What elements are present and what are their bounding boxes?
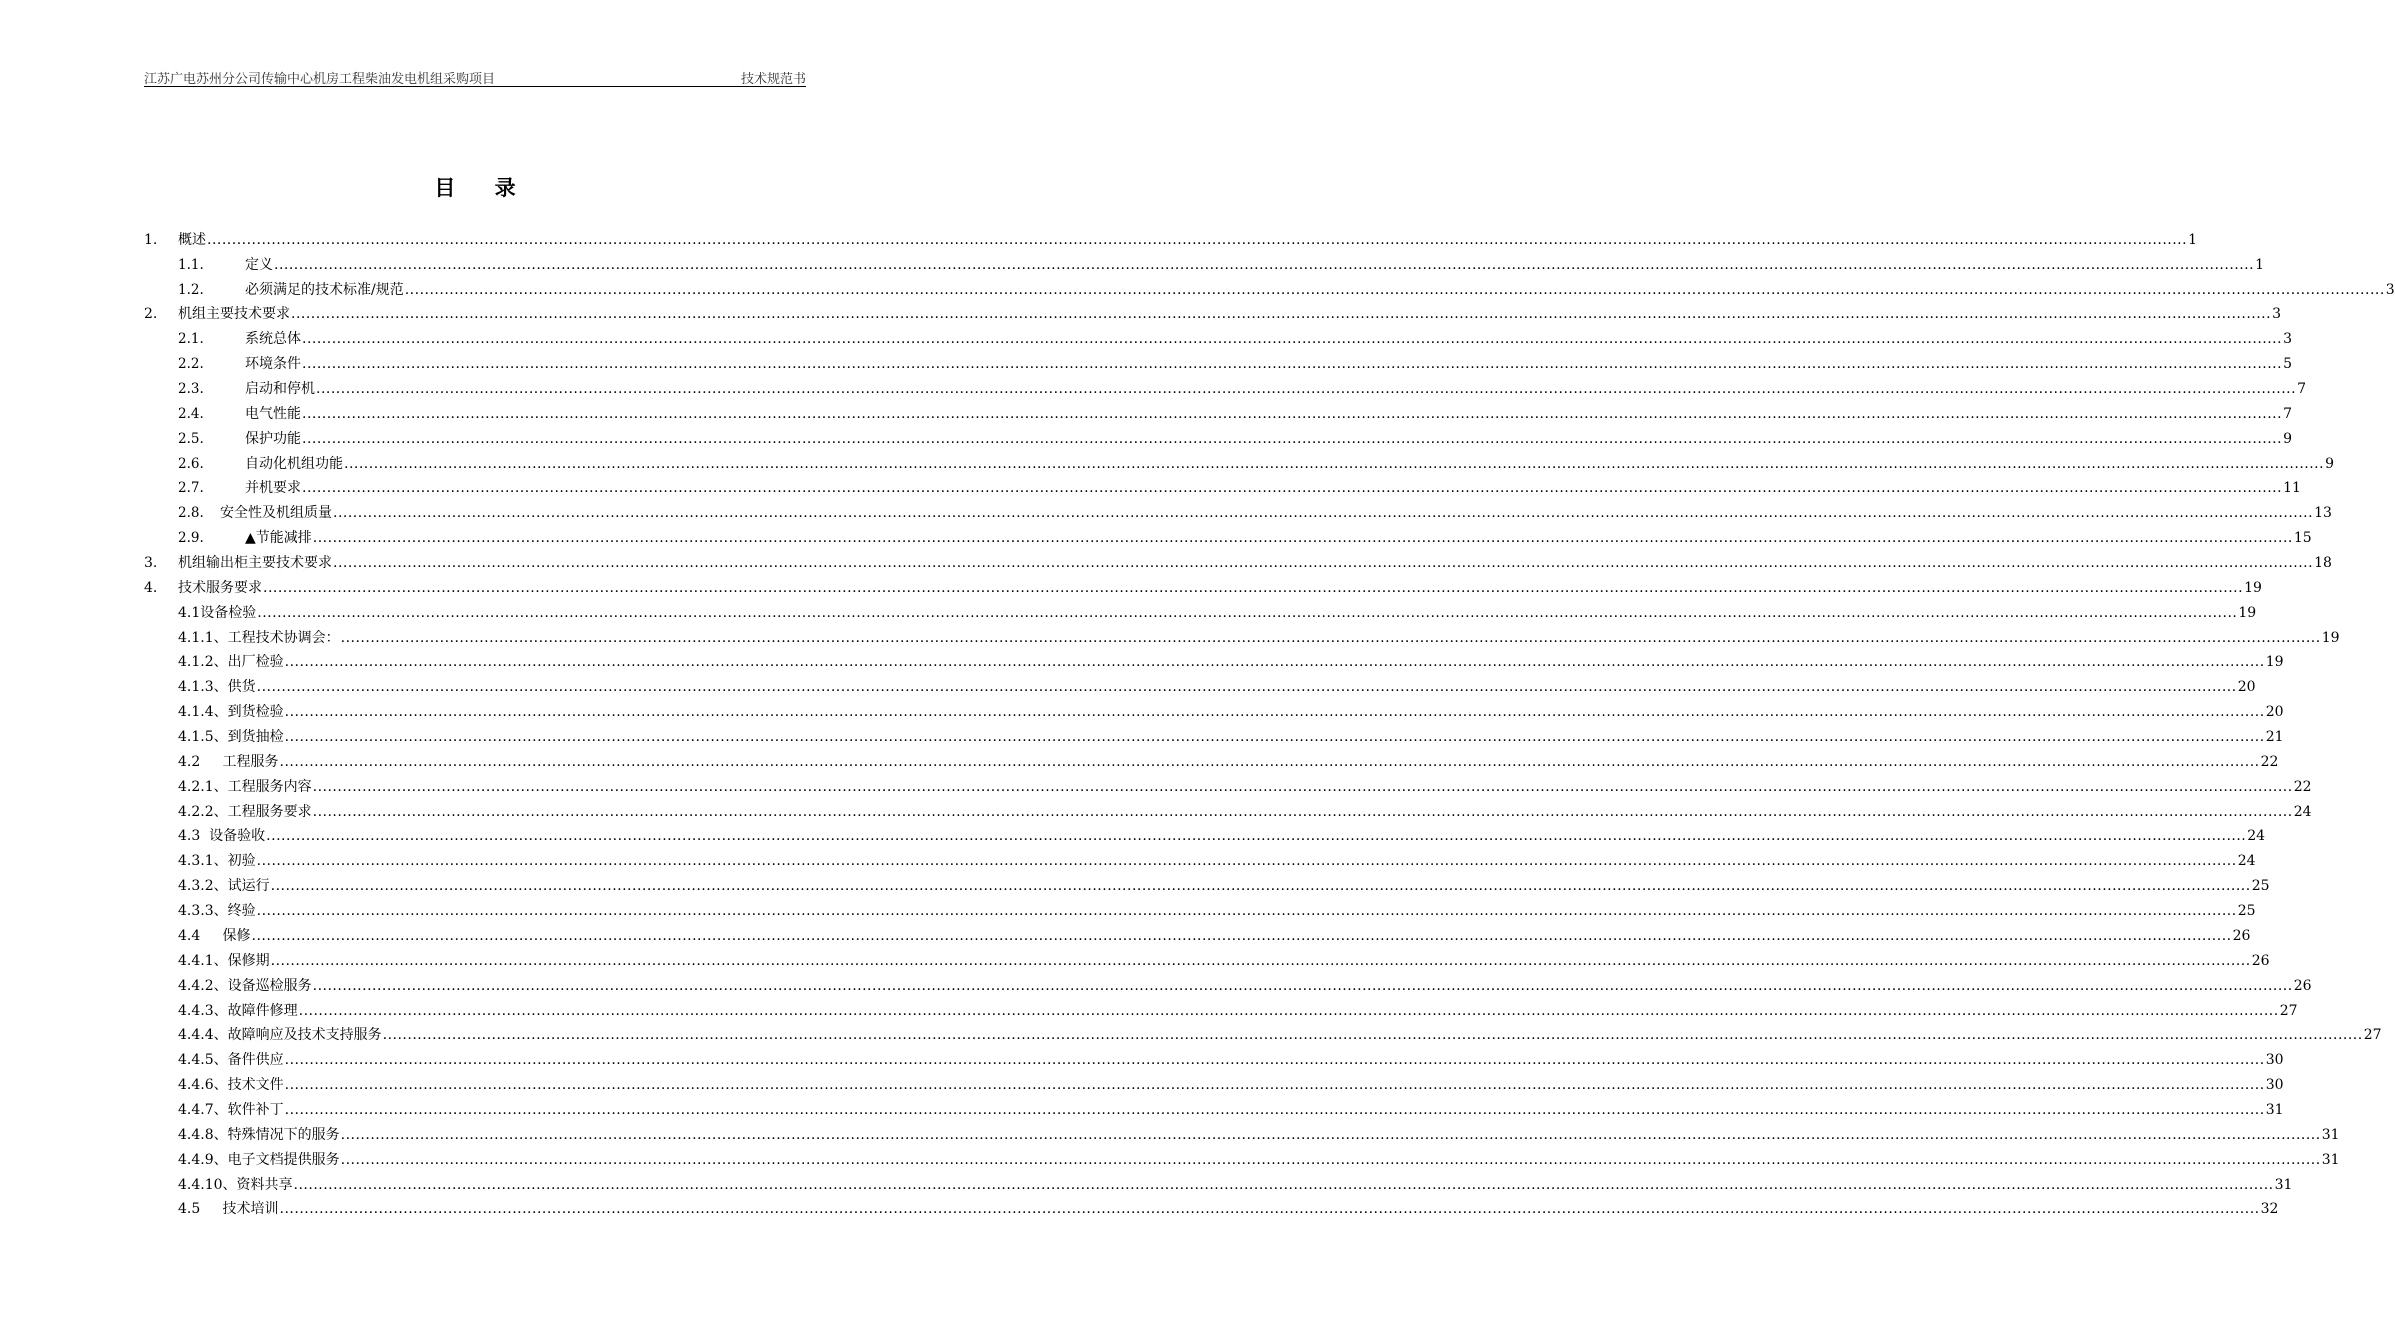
toc-entry-label: 软件补丁 xyxy=(227,1101,284,1118)
toc-entry[interactable] xyxy=(144,1094,2284,1119)
toc-entry[interactable] xyxy=(144,1069,2284,1094)
toc-entry-label: 试运行 xyxy=(227,878,270,895)
header-project-title: 江苏广电苏州分公司传输中心机房工程柴油发电机组采购项目 xyxy=(144,72,496,87)
toc-entry-number: 2.7. xyxy=(178,480,204,497)
toc-entry-page: 21 xyxy=(2265,729,2284,746)
toc-entry[interactable] xyxy=(144,1144,2340,1169)
toc-entry-label: 工程服务内容 xyxy=(227,778,312,795)
toc-entry-number: 3. xyxy=(144,555,158,572)
toc-entry[interactable] xyxy=(144,249,2264,274)
page-header xyxy=(144,64,806,87)
toc-entry-label: 机组主要技术要求 xyxy=(178,306,290,323)
toc-entry-number: 4.1.2、 xyxy=(178,654,228,671)
table-of-contents xyxy=(144,224,2395,1218)
toc-entry-number: 4.4.2、 xyxy=(178,977,228,994)
toc-entry[interactable] xyxy=(144,696,2284,721)
toc-entry[interactable] xyxy=(144,1044,2284,1069)
toc-dot-leader: ................................................................................................................................................................................................................................................................................................................................................................................................................ xyxy=(284,1101,2265,1118)
toc-entry-number: 4.4.7、 xyxy=(178,1101,228,1118)
toc-entry[interactable] xyxy=(144,945,2270,970)
toc-entry-number: 4.3 xyxy=(178,828,201,845)
toc-entry-label: 到货检验 xyxy=(227,704,284,721)
toc-dot-leader: ................................................................................................................................................................................................................................................................................................................................................................................................................ xyxy=(302,405,2283,422)
toc-entry[interactable] xyxy=(144,895,2256,920)
toc-entry[interactable] xyxy=(144,572,2262,597)
toc-entry-page: 3 xyxy=(2283,331,2292,348)
toc-entry-number: 4.2.1、 xyxy=(178,778,228,795)
toc-entry-label: 机组输出柜主要技术要求 xyxy=(178,555,332,572)
toc-dot-leader: ................................................................................................................................................................................................................................................................................................................................................................................................................ xyxy=(333,555,2314,572)
toc-entry-label: 电子文档提供服务 xyxy=(227,1151,340,1168)
toc-entry-page: 3 xyxy=(2385,281,2395,298)
toc-entry-label: 启动和停机 xyxy=(245,381,315,398)
toc-entry-page: 11 xyxy=(2283,480,2301,497)
toc-entry-page: 31 xyxy=(2265,1101,2284,1118)
toc-entry-number: 2.2. xyxy=(178,356,204,373)
toc-entry-page: 9 xyxy=(2325,455,2334,472)
toc-entry-label: 技术服务要求 xyxy=(178,579,262,596)
toc-dot-leader: ................................................................................................................................................................................................................................................................................................................................................................................................................ xyxy=(270,878,2251,895)
toc-dot-leader: ................................................................................................................................................................................................................................................................................................................................................................................................................ xyxy=(312,803,2293,820)
toc-entry-page: 19 xyxy=(2321,629,2340,646)
toc-entry-label: 电气性能 xyxy=(245,405,301,422)
toc-entry-page: 7 xyxy=(2297,381,2306,398)
toc-entry-page: 15 xyxy=(2293,530,2312,547)
toc-dot-leader: ................................................................................................................................................................................................................................................................................................................................................................................................................ xyxy=(279,1201,2260,1218)
toc-entry[interactable] xyxy=(144,870,2270,895)
toc-dot-leader: ................................................................................................................................................................................................................................................................................................................................................................................................................ xyxy=(293,1176,2274,1193)
toc-entry-label: 保护功能 xyxy=(245,430,301,447)
toc-entry-page: 19 xyxy=(2244,579,2262,596)
toc-entry-label: 定义 xyxy=(245,256,273,273)
toc-dot-leader: ................................................................................................................................................................................................................................................................................................................................................................................................................ xyxy=(302,480,2283,497)
toc-entry-number: 4.1.5、 xyxy=(178,729,228,746)
toc-entry-label: 必须满足的技术标准/规范 xyxy=(245,281,404,298)
toc-entry-page: 32 xyxy=(2260,1201,2279,1218)
toc-entry-label: 出厂检验 xyxy=(227,654,284,671)
toc-entry-number: 2.4. xyxy=(178,405,204,422)
toc-entry-label: 技术培训 xyxy=(200,1201,279,1218)
toc-dot-leader: ................................................................................................................................................................................................................................................................................................................................................................................................................ xyxy=(340,1126,2321,1143)
toc-entry[interactable] xyxy=(144,920,2251,945)
toc-entry-number: 2.9. xyxy=(178,530,204,547)
toc-entry-page: 30 xyxy=(2265,1052,2284,1069)
toc-dot-leader: ................................................................................................................................................................................................................................................................................................................................................................................................................ xyxy=(316,381,2297,398)
toc-entry-number: 4.4.4、 xyxy=(178,1027,228,1044)
toc-entry-number: 1.1. xyxy=(178,256,204,273)
toc-entry[interactable] xyxy=(144,299,2281,324)
toc-entry-label: 工程技术协调会： xyxy=(227,629,340,646)
toc-entry-page: 9 xyxy=(2283,430,2292,447)
toc-entry[interactable] xyxy=(144,721,2284,746)
toc-entry-number: 2. xyxy=(144,306,158,323)
toc-dot-leader: ................................................................................................................................................................................................................................................................................................................................................................................................................ xyxy=(344,455,2325,472)
toc-entry-label: 并机要求 xyxy=(245,480,301,497)
toc-entry-number: 4.4.5、 xyxy=(178,1052,228,1069)
toc-entry[interactable] xyxy=(144,423,2292,448)
toc-entry-number: 4.4.9、 xyxy=(178,1151,228,1168)
toc-entry-label: 保修 xyxy=(200,927,251,944)
toc-entry-label: 备件供应 xyxy=(227,1052,284,1069)
toc-entry-number: 4.1.3、 xyxy=(178,679,228,696)
toc-entry[interactable] xyxy=(144,771,2312,796)
toc-entry-number: 4.3.2、 xyxy=(178,878,228,895)
toc-entry-number: 2.8. xyxy=(178,505,204,522)
toc-entry-number: 1.2. xyxy=(178,281,204,298)
toc-entry-label: 设备验收 xyxy=(200,828,266,845)
toc-entry[interactable] xyxy=(144,746,2279,771)
toc-entry-label: 特殊情况下的服务 xyxy=(227,1126,340,1143)
toc-entry-page: 20 xyxy=(2265,704,2284,721)
toc-dot-leader: ................................................................................................................................................................................................................................................................................................................................................................................................................ xyxy=(284,1077,2265,1094)
toc-entry[interactable] xyxy=(144,448,2334,473)
toc-entry-page: 20 xyxy=(2237,679,2256,696)
toc-dot-leader: ................................................................................................................................................................................................................................................................................................................................................................................................................ xyxy=(298,1002,2279,1019)
toc-entry[interactable] xyxy=(144,1169,2293,1194)
toc-entry-label: 工程服务 xyxy=(200,753,279,770)
toc-entry[interactable] xyxy=(144,522,2312,547)
toc-dot-leader: ................................................................................................................................................................................................................................................................................................................................................................................................................ xyxy=(404,281,2385,298)
toc-entry-page: 26 xyxy=(2251,952,2270,969)
toc-entry[interactable] xyxy=(144,622,2340,647)
toc-entry-page: 25 xyxy=(2237,903,2256,920)
toc-dot-leader: ................................................................................................................................................................................................................................................................................................................................................................................................................ xyxy=(312,530,2293,547)
toc-dot-leader: ................................................................................................................................................................................................................................................................................................................................................................................................................ xyxy=(340,629,2321,646)
toc-entry-label: 安全性及机组质量 xyxy=(220,505,332,522)
toc-entry-number: 4.4.10、 xyxy=(178,1176,237,1193)
header-doc-type: 技术规范书 xyxy=(740,72,806,87)
toc-entry-label: 环境条件 xyxy=(245,356,301,373)
toc-entry-page: 27 xyxy=(2363,1027,2382,1044)
toc-entry-page: 31 xyxy=(2321,1126,2340,1143)
toc-entry-page: 24 xyxy=(2293,803,2312,820)
toc-entry[interactable] xyxy=(144,398,2292,423)
toc-dot-leader: ................................................................................................................................................................................................................................................................................................................................................................................................................ xyxy=(284,729,2265,746)
toc-dot-leader: ................................................................................................................................................................................................................................................................................................................................................................................................................ xyxy=(291,306,2272,323)
toc-entry-number: 4.2 xyxy=(178,753,201,770)
toc-entry[interactable] xyxy=(144,547,2332,572)
toc-entry-label: 设备检验 xyxy=(200,604,257,621)
toc-entry-number: 4. xyxy=(144,579,158,596)
toc-dot-leader: ................................................................................................................................................................................................................................................................................................................................................................................................................ xyxy=(284,654,2265,671)
toc-dot-leader: ................................................................................................................................................................................................................................................................................................................................................................................................................ xyxy=(257,604,2238,621)
toc-entry[interactable] xyxy=(144,1194,2279,1219)
toc-entry-label: 初验 xyxy=(227,853,256,870)
toc-entry-page: 7 xyxy=(2283,405,2292,422)
toc-dot-leader: ................................................................................................................................................................................................................................................................................................................................................................................................................ xyxy=(340,1151,2321,1168)
toc-entry-label: 设备巡检服务 xyxy=(227,977,312,994)
toc-dot-leader: ................................................................................................................................................................................................................................................................................................................................................................................................................ xyxy=(207,231,2188,248)
toc-entry-page: 19 xyxy=(2238,604,2257,621)
toc-entry[interactable] xyxy=(144,1119,2340,1144)
toc-entry-page: 22 xyxy=(2293,778,2312,795)
toc-entry-number: 4.4.6、 xyxy=(178,1077,228,1094)
toc-entry-number: 4.4.1、 xyxy=(178,952,228,969)
toc-entry-number: 4.1.1、 xyxy=(178,629,228,646)
toc-entry-number: 4.3.3、 xyxy=(178,903,228,920)
toc-entry-label: 概述 xyxy=(178,231,206,248)
toc-entry[interactable] xyxy=(144,274,2395,299)
toc-entry-label: 技术文件 xyxy=(227,1077,284,1094)
toc-dot-leader: ................................................................................................................................................................................................................................................................................................................................................................................................................ xyxy=(302,331,2283,348)
toc-entry[interactable] xyxy=(144,323,2292,348)
toc-entry[interactable] xyxy=(144,373,2306,398)
toc-dot-leader: ................................................................................................................................................................................................................................................................................................................................................................................................................ xyxy=(312,977,2293,994)
toc-entry-page: 5 xyxy=(2283,356,2292,373)
toc-entry-page: 22 xyxy=(2260,753,2279,770)
toc-entry-label: 故障响应及技术支持服务 xyxy=(227,1027,382,1044)
toc-entry[interactable] xyxy=(144,845,2256,870)
toc-dot-leader: ................................................................................................................................................................................................................................................................................................................................................................................................................ xyxy=(274,256,2255,273)
toc-entry-label: 资料共享 xyxy=(236,1176,293,1193)
toc-dot-leader: ................................................................................................................................................................................................................................................................................................................................................................................................................ xyxy=(382,1027,2363,1044)
toc-entry-page: 3 xyxy=(2272,306,2281,323)
toc-entry[interactable] xyxy=(144,597,2257,622)
toc-entry-page: 24 xyxy=(2247,828,2266,845)
toc-dot-leader: ................................................................................................................................................................................................................................................................................................................................................................................................................ xyxy=(263,579,2244,596)
toc-entry[interactable] xyxy=(144,1020,2382,1045)
toc-entry-page: 1 xyxy=(2188,231,2197,248)
toc-dot-leader: ................................................................................................................................................................................................................................................................................................................................................................................................................ xyxy=(302,356,2283,373)
toc-dot-leader: ................................................................................................................................................................................................................................................................................................................................................................................................................ xyxy=(312,778,2293,795)
toc-entry-number: 2.3. xyxy=(178,381,204,398)
toc-entry[interactable] xyxy=(144,224,2197,249)
toc-entry[interactable] xyxy=(144,821,2266,846)
toc-entry-number: 2.5. xyxy=(178,430,204,447)
toc-dot-leader: ................................................................................................................................................................................................................................................................................................................................................................................................................ xyxy=(256,853,2237,870)
toc-entry-label: ▲节能减排 xyxy=(245,530,312,547)
toc-entry[interactable] xyxy=(144,671,2256,696)
toc-entry-label: 保修期 xyxy=(227,952,270,969)
toc-entry[interactable] xyxy=(144,348,2292,373)
toc-entry[interactable] xyxy=(144,473,2301,498)
toc-entry-page: 26 xyxy=(2293,977,2312,994)
toc-dot-leader: ................................................................................................................................................................................................................................................................................................................................................................................................................ xyxy=(333,505,2314,522)
toc-entry-number: 4.1 xyxy=(178,604,201,621)
toc-dot-leader: ................................................................................................................................................................................................................................................................................................................................................................................................................ xyxy=(251,927,2232,944)
toc-entry[interactable] xyxy=(144,647,2284,672)
toc-entry-page: 25 xyxy=(2251,878,2270,895)
toc-entry-number: 4.4 xyxy=(178,927,201,944)
toc-dot-leader: ................................................................................................................................................................................................................................................................................................................................................................................................................ xyxy=(256,679,2237,696)
toc-entry-number: 4.4.3、 xyxy=(178,1002,228,1019)
toc-dot-leader: ................................................................................................................................................................................................................................................................................................................................................................................................................ xyxy=(270,952,2251,969)
toc-title: 目 录 xyxy=(434,175,532,200)
toc-entry-page: 24 xyxy=(2237,853,2256,870)
toc-entry[interactable] xyxy=(144,970,2312,995)
toc-entry[interactable] xyxy=(144,995,2298,1020)
toc-entry-number: 1. xyxy=(144,231,158,248)
toc-entry-number: 4.4.8、 xyxy=(178,1126,228,1143)
toc-entry-page: 19 xyxy=(2265,654,2284,671)
toc-dot-leader: ................................................................................................................................................................................................................................................................................................................................................................................................................ xyxy=(284,1052,2265,1069)
toc-entry-page: 13 xyxy=(2314,505,2332,522)
toc-entry-label: 自动化机组功能 xyxy=(245,455,343,472)
toc-dot-leader: ................................................................................................................................................................................................................................................................................................................................................................................................................ xyxy=(302,430,2283,447)
toc-entry-number: 4.1.4、 xyxy=(178,704,228,721)
toc-entry-label: 工程服务要求 xyxy=(227,803,312,820)
toc-entry-page: 31 xyxy=(2321,1151,2340,1168)
toc-entry-number: 2.1. xyxy=(178,331,204,348)
toc-dot-leader: ................................................................................................................................................................................................................................................................................................................................................................................................................ xyxy=(279,753,2260,770)
toc-entry-label: 终验 xyxy=(227,903,256,920)
toc-entry-page: 30 xyxy=(2265,1077,2284,1094)
toc-entry-label: 供货 xyxy=(227,679,256,696)
toc-entry-label: 故障件修理 xyxy=(227,1002,298,1019)
toc-entry-page: 27 xyxy=(2279,1002,2298,1019)
toc-entry-page: 1 xyxy=(2255,256,2264,273)
toc-entry-number: 4.5 xyxy=(178,1201,201,1218)
toc-entry[interactable] xyxy=(144,497,2332,522)
toc-entry-number: 4.3.1、 xyxy=(178,853,228,870)
toc-dot-leader: ................................................................................................................................................................................................................................................................................................................................................................................................................ xyxy=(266,828,2247,845)
toc-entry-label: 系统总体 xyxy=(245,331,301,348)
toc-entry-page: 26 xyxy=(2232,927,2251,944)
toc-dot-leader: ................................................................................................................................................................................................................................................................................................................................................................................................................ xyxy=(284,704,2265,721)
toc-entry-page: 31 xyxy=(2274,1176,2293,1193)
toc-entry-page: 18 xyxy=(2314,555,2332,572)
toc-entry-label: 到货抽检 xyxy=(227,729,284,746)
toc-entry[interactable] xyxy=(144,796,2312,821)
toc-dot-leader: ................................................................................................................................................................................................................................................................................................................................................................................................................ xyxy=(256,903,2237,920)
toc-entry-number: 2.6. xyxy=(178,455,204,472)
toc-entry-number: 4.2.2、 xyxy=(178,803,228,820)
